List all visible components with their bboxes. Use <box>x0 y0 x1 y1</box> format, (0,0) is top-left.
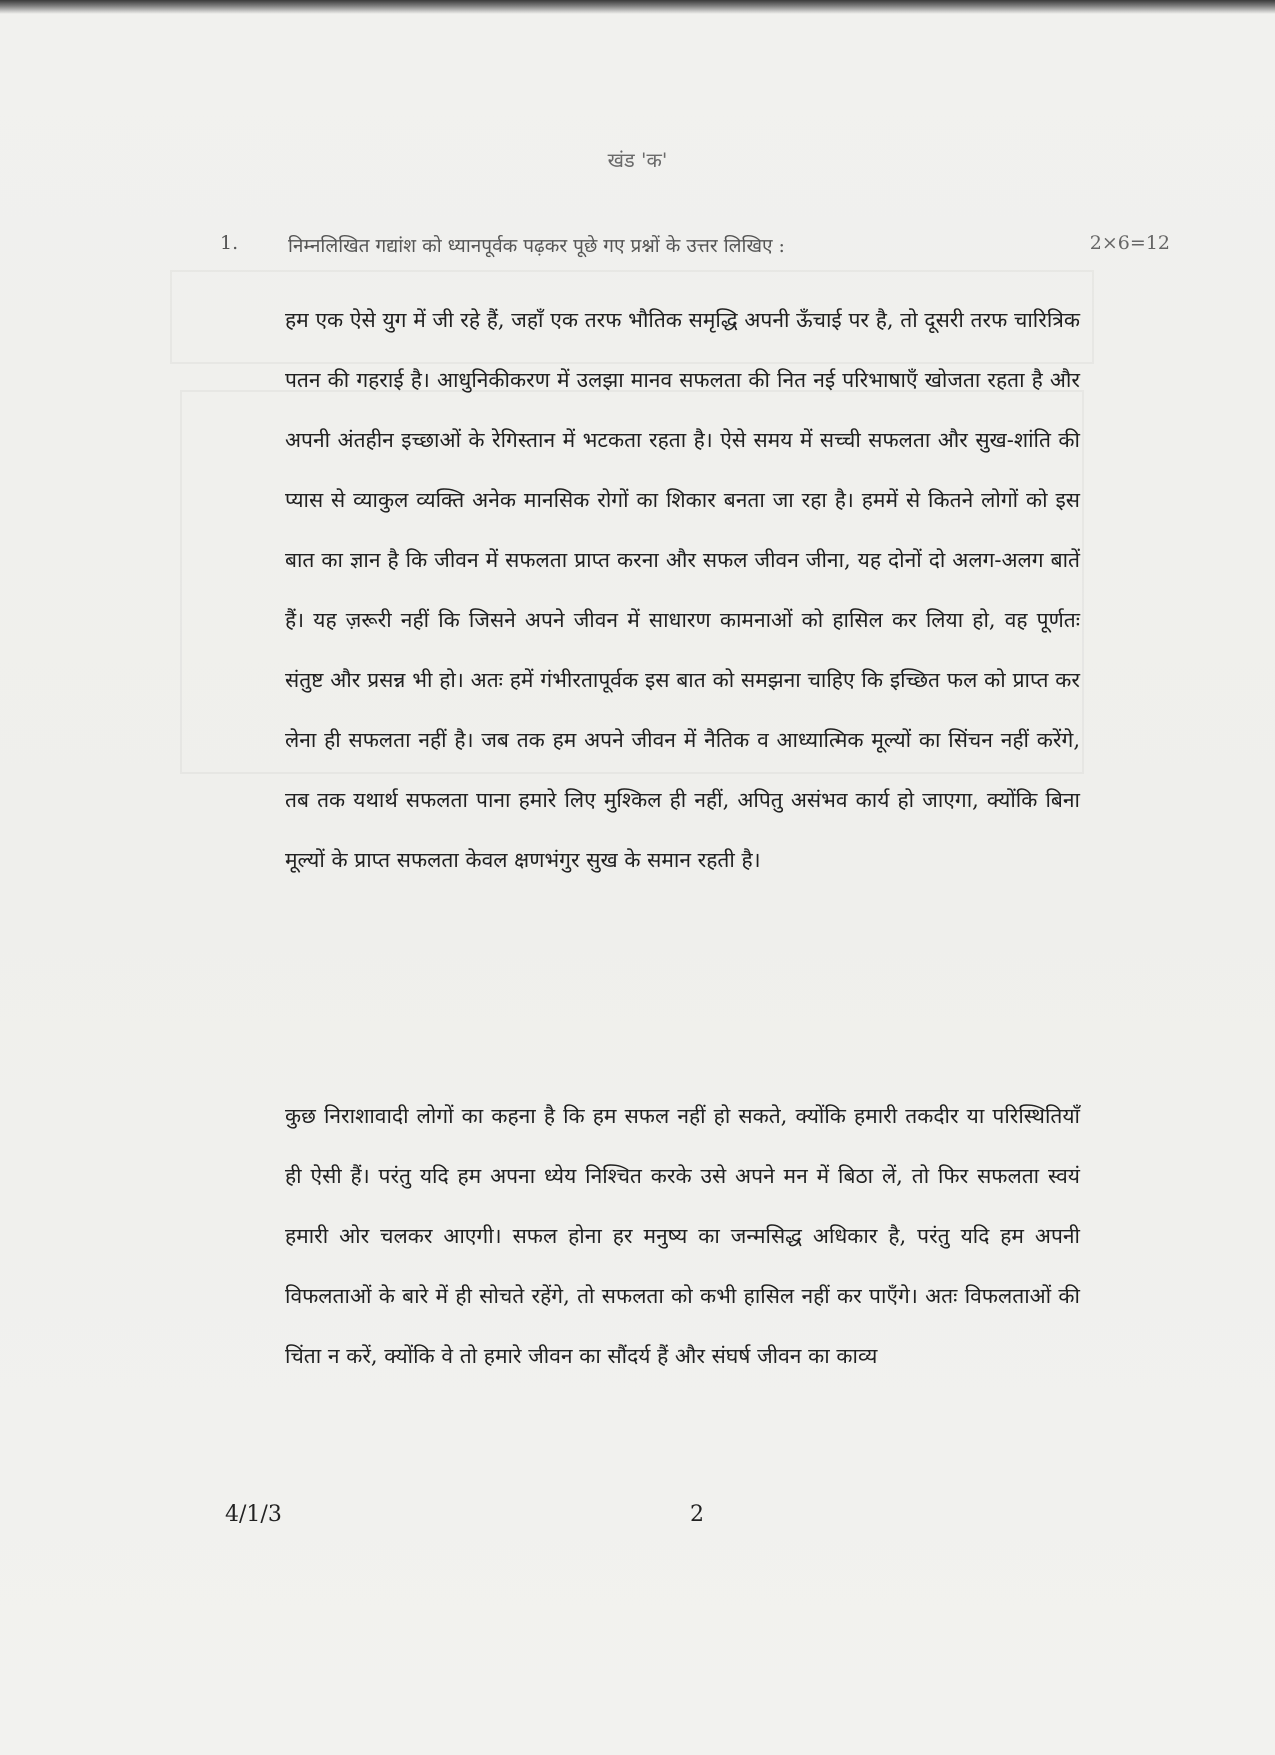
question-header <box>220 232 1170 262</box>
question-instruction: निम्नलिखित गद्यांश को ध्यानपूर्वक पढ़कर पूछे गए प्रश्नों के उत्तर लिखिए : <box>288 235 785 257</box>
passage-paragraph-2: कुछ निराशावादी लोगों का कहना है कि हम सफल नहीं हो सकते, क्योंकि हमारी तकदीर या परिस्थितियाँ ही ऐसी हैं। परंतु यदि हम अपना ध्येय निश्चित करके उसे अपने मन में बिठा लें, तो फिर सफलता स्वयं हमारी ओर चलकर आएगी। सफल होना हर मनुष्य का जन्मसिद्ध अधिकार है, परंतु यदि हम अपनी विफलताओं के बारे में ही सोचते रहेंगे, तो सफलता को कभी हासिल नहीं कर पाएँगे। अतः विफलताओं की चिंता न करें, क्योंकि वे तो हमारे जीवन का सौंदर्य हैं और संघर्ष जीवन का काव्य <box>285 1104 1080 1368</box>
page-number: 2 <box>690 1502 704 1527</box>
passage-paragraph-1: हम एक ऐसे युग में जी रहे हैं, जहाँ एक तरफ भौतिक समृद्धि अपनी ऊँचाई पर है, तो दूसरी तरफ चारित्रिक पतन की गहराई है। आधुनिकीकरण में उलझा मानव सफलता की नित नई परिभाषाएँ खोजता रहता है और अपनी अंतहीन इच्छाओं के रेगिस्तान में भटकता रहता है। ऐसे समय में सच्ची सफलता और सुख-शांति की प्यास से व्याकुल व्यक्ति अनेक मानसिक रोगों का शिकार बनता जा रहा है। हममें से कितने लोगों को इस बात का ज्ञान है कि जीवन में सफलता प्राप्त करना और सफल जीवन जीना, यह दोनों दो अलग-अलग बातें हैं। यह ज़रूरी नहीं कि जिसने अपने जीवन में साधारण कामनाओं को हासिल कर लिया हो, वह पूर्णतः संतुष्ट और प्रसन्न भी हो। अतः हमें गंभीरतापूर्वक इस बात को समझना चाहिए कि इच्छित फल को प्राप्त कर लेना ही सफलता नहीं है। जब तक हम अपने जीवन में नैतिक व आध्यात्मिक मूल्यों का सिंचन नहीं करेंगे, तब तक यथार्थ सफलता पाना हमारे लिए मुश्किल ही नहीं, अपितु असंभव कार्य हो जाएगा, क्योंकि बिना मूल्यों के प्राप्त सफलता केवल क्षणभंगुर सुख के समान रहती है। <box>285 308 1080 872</box>
scan-top-edge <box>0 0 1275 14</box>
question-number: 1. <box>220 232 239 254</box>
section-heading: खंड 'क' <box>607 148 668 172</box>
paper-code: 4/1/3 <box>225 1502 282 1527</box>
question-marks: 2×6=12 <box>1089 232 1170 254</box>
